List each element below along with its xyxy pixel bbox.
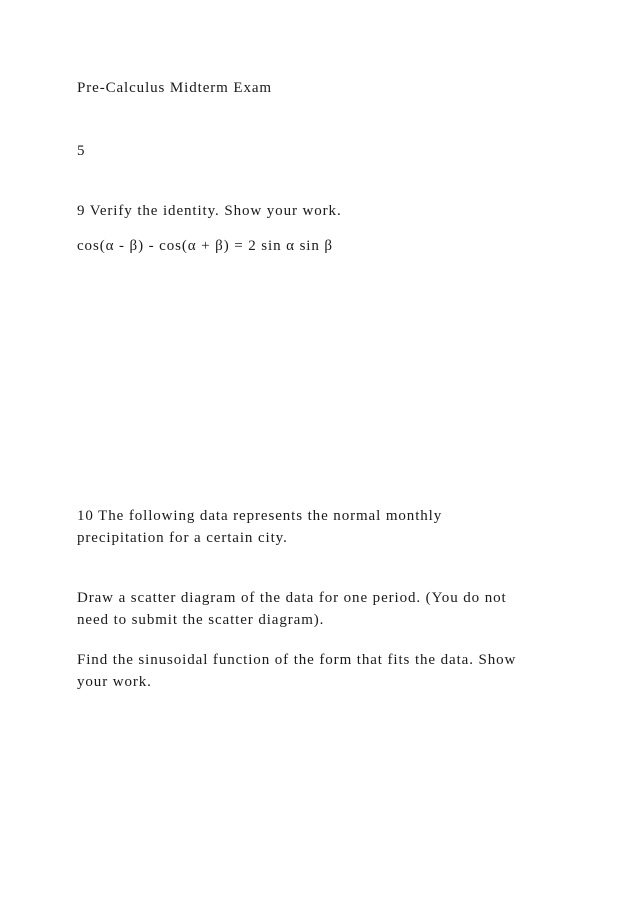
question-10-draw-line-1: Draw a scatter diagram of the data for one period. (You do not	[77, 590, 507, 606]
question-10-find-line-1: Find the sinusoidal function of the form that fits the data. Show	[77, 652, 517, 668]
question-10-draw-line-2: need to submit the scatter diagram).	[77, 612, 325, 628]
question-10-intro-line-2: precipitation for a certain city.	[77, 530, 288, 546]
question-9-prompt: 9 Verify the identity. Show your work.	[77, 203, 342, 219]
question-9-identity: cos(α - β) - cos(α + β) = 2 sin α sin β	[77, 238, 333, 254]
question-10-find-line-2: your work.	[77, 674, 152, 690]
exam-title: Pre-Calculus Midterm Exam	[77, 80, 272, 96]
question-10-intro-line-1: 10 The following data represents the normal monthly	[77, 508, 443, 524]
page-number: 5	[77, 143, 86, 159]
